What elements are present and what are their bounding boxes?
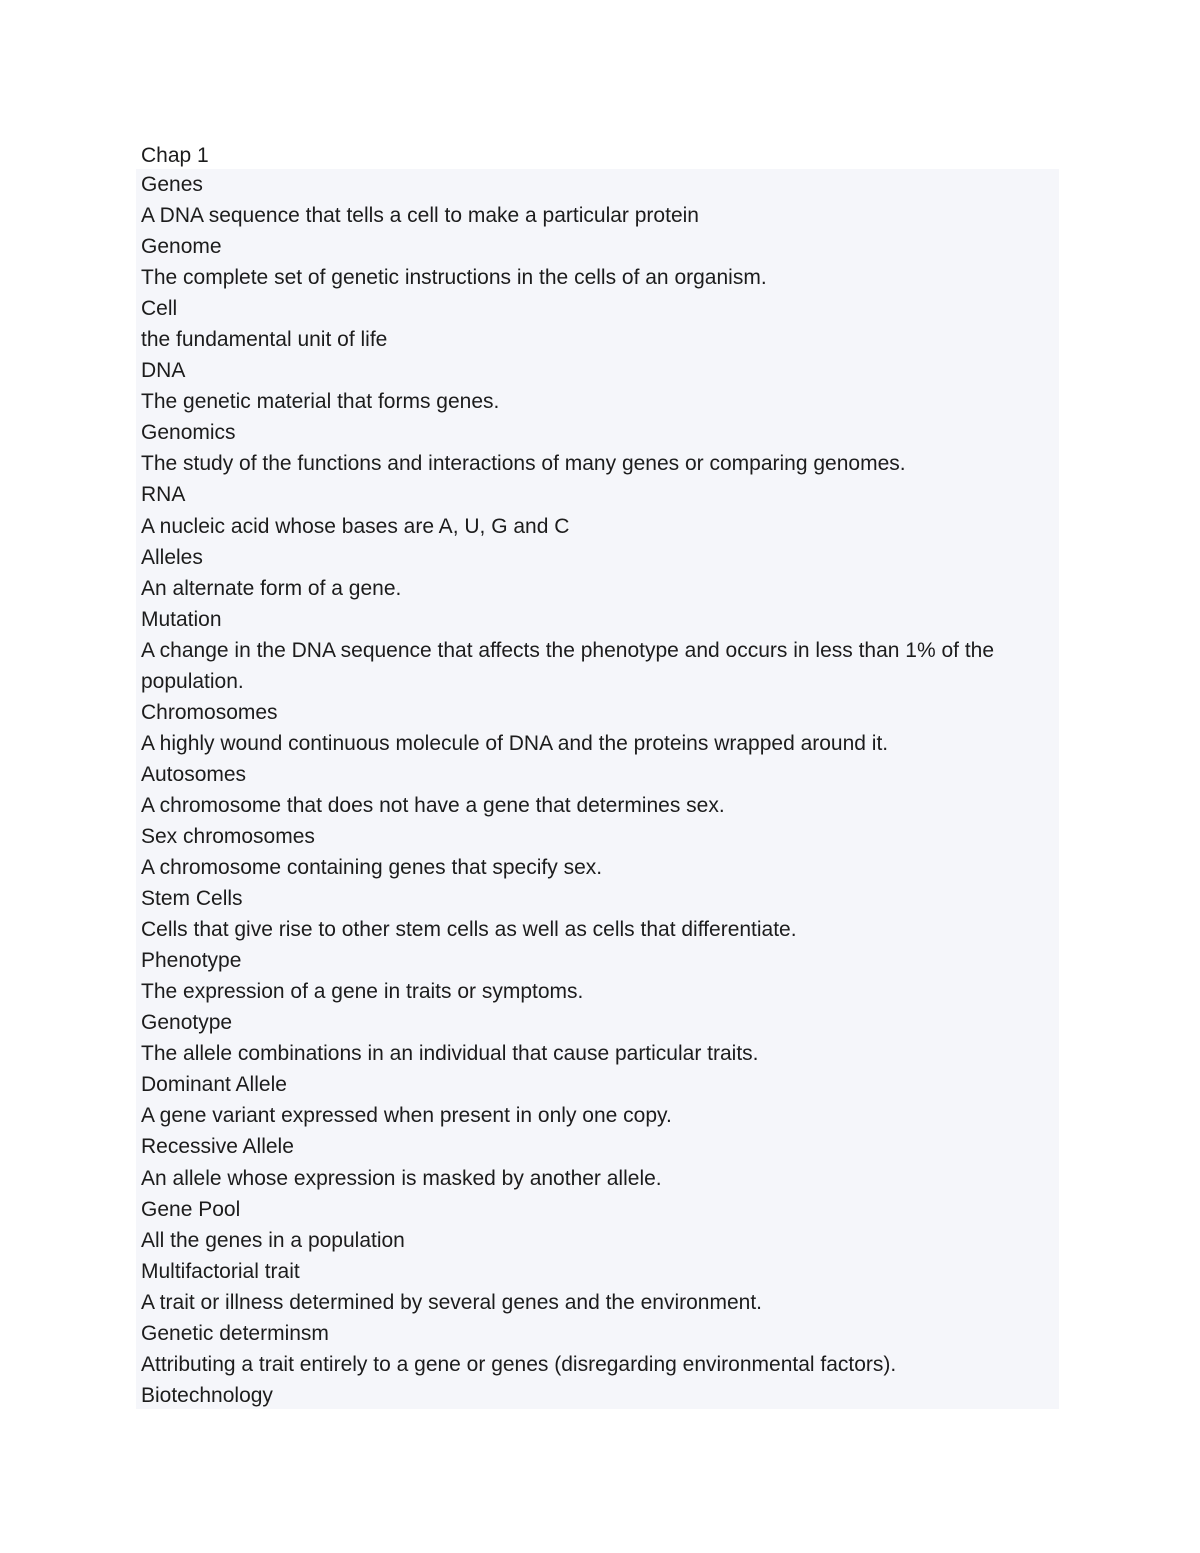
glossary-term: DNA <box>141 359 186 383</box>
glossary-term: Biotechnology <box>141 1383 273 1407</box>
glossary-term: Chromosomes <box>141 700 278 724</box>
glossary-term: Cell <box>141 297 178 321</box>
glossary-definition: The genetic material that forms genes. <box>141 390 500 414</box>
glossary-term: RNA <box>141 483 186 507</box>
glossary-definition: Attributing a trait entirely to a gene or genes (disregarding environmental factors). <box>141 1352 897 1376</box>
glossary-definition: The allele combinations in an individual that cause particular traits. <box>141 1042 759 1066</box>
glossary-term: Genes <box>141 173 203 196</box>
glossary-definition: An allele whose expression is masked by another allele. <box>141 1166 662 1190</box>
glossary-term: Stem Cells <box>141 887 243 911</box>
glossary-definition: A gene variant expressed when present in only one copy. <box>141 1104 672 1128</box>
glossary-term: Recessive Allele <box>141 1135 294 1159</box>
glossary-term: Alleles <box>141 545 203 569</box>
glossary-definition: A chromosome containing genes that specify sex. <box>141 856 603 880</box>
glossary-definition: A chromosome that does not have a gene that determines sex. <box>141 793 725 817</box>
glossary-definition: A highly wound continuous molecule of DNA and the proteins wrapped around it. <box>141 731 889 755</box>
glossary-definition: A DNA sequence that tells a cell to make a particular protein <box>141 204 699 228</box>
glossary-definition: A trait or illness determined by several genes and the environment. <box>141 1290 763 1314</box>
glossary-list <box>136 169 1059 1409</box>
glossary-definition: The expression of a gene in traits or symptoms. <box>141 980 584 1004</box>
glossary-term: Gene Pool <box>141 1197 241 1221</box>
glossary-definition: An alternate form of a gene. <box>141 576 402 600</box>
glossary-term: Genomics <box>141 421 236 445</box>
glossary-definition: A change in the DNA sequence that affects the phenotype and occurs in less than 1% of the population. <box>141 638 995 693</box>
glossary-term: Autosomes <box>141 762 247 786</box>
glossary-term: Genotype <box>141 1011 233 1035</box>
glossary-definition: The complete set of genetic instructions in the cells of an organism. <box>141 266 767 290</box>
glossary-definition: the fundamental unit of life <box>141 328 388 352</box>
chapter-title: Chap 1 <box>141 144 209 167</box>
glossary-term: Phenotype <box>141 949 242 973</box>
glossary-definition: Cells that give rise to other stem cells as well as cells that differentiate. <box>141 918 797 942</box>
glossary-term: Multifactorial trait <box>141 1259 300 1283</box>
glossary-term: Mutation <box>141 607 222 631</box>
glossary-term: Genome <box>141 235 222 259</box>
glossary-definition: A nucleic acid whose bases are A, U, G and C <box>141 514 570 538</box>
glossary-term: Dominant Allele <box>141 1073 287 1097</box>
glossary-term: Genetic determinsm <box>141 1321 329 1345</box>
glossary-definition: All the genes in a population <box>141 1228 405 1252</box>
glossary-term: Sex chromosomes <box>141 824 315 848</box>
glossary-definition: The study of the functions and interactions of many genes or comparing genomes. <box>141 452 906 476</box>
